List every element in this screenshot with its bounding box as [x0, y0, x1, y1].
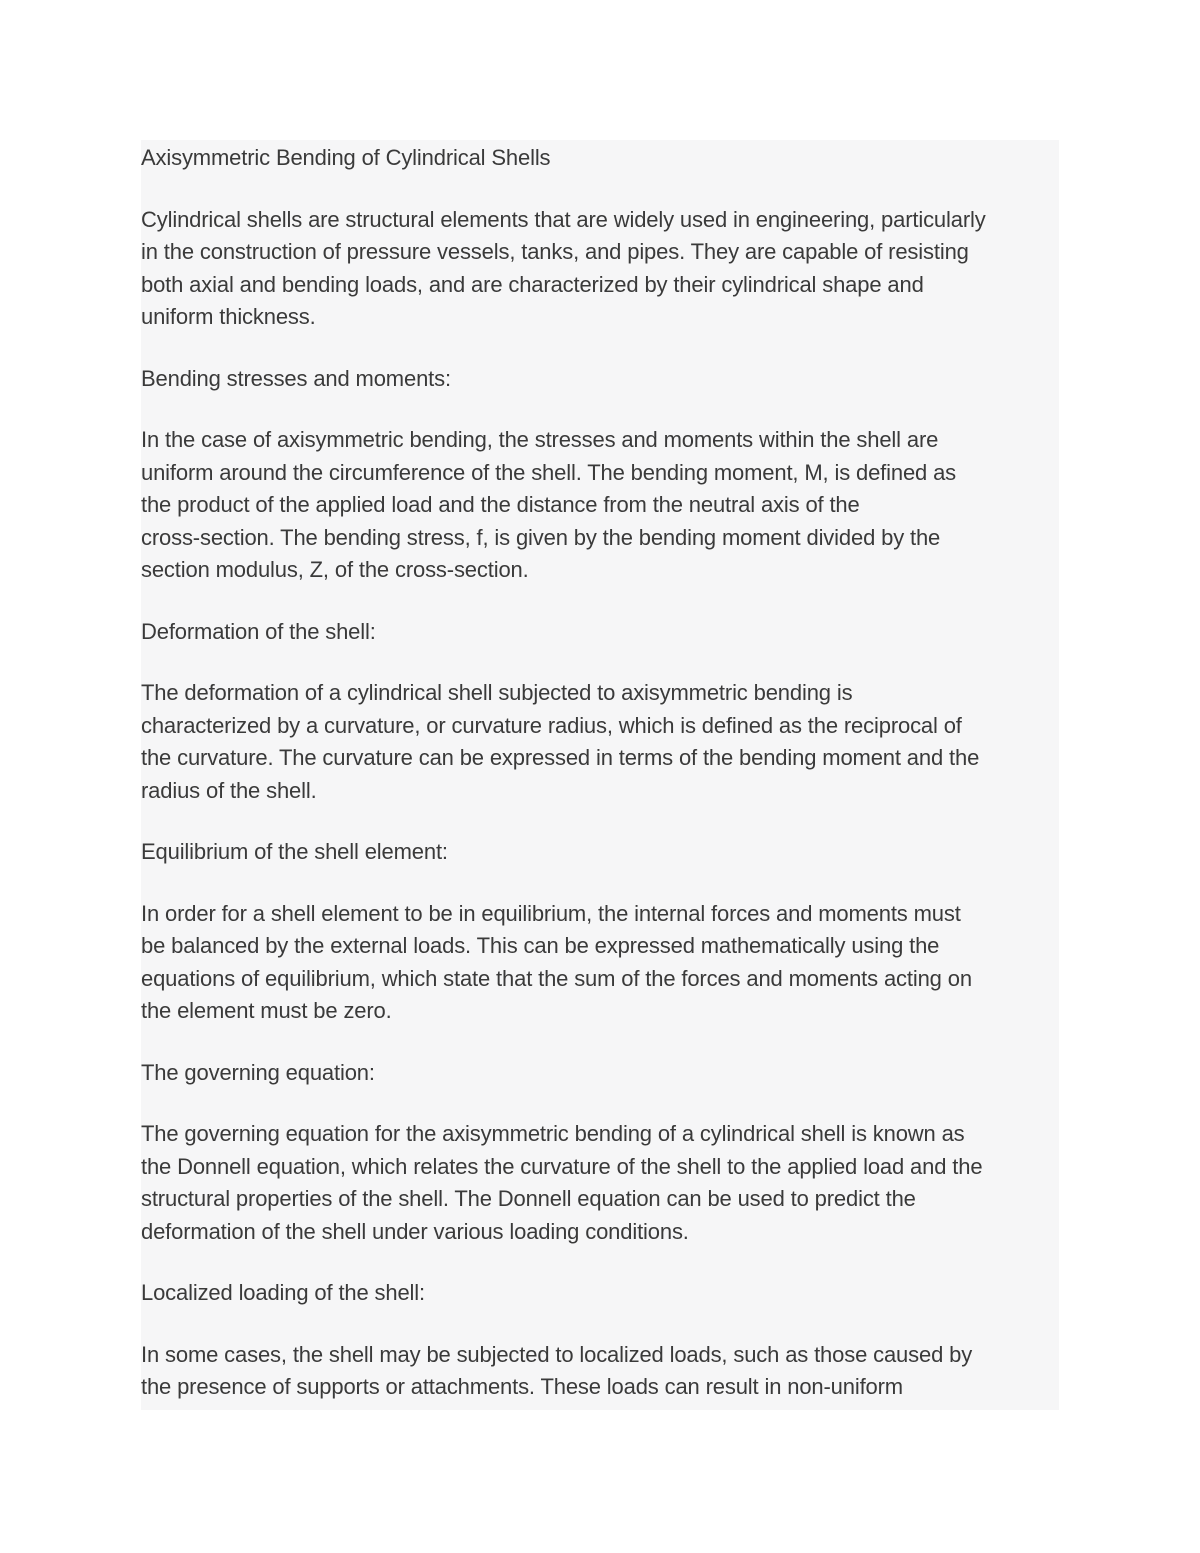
paragraph-list: [141, 204, 1059, 1404]
text-line: in the construction of pressure vessels, tanks, and pipes. They are capable of resisting: [141, 239, 969, 264]
body-paragraph: [141, 898, 1059, 1028]
text-line: section modulus, Z, of the cross-section.: [141, 557, 529, 582]
document-text: [141, 142, 1059, 1410]
text-line: both axial and bending loads, and are characterized by their cylindrical shape and: [141, 271, 924, 297]
document-title: [141, 142, 1059, 175]
text-line: In order for a shell element to be in equilibrium, the internal forces and moments must: [141, 900, 961, 926]
text-line: Equilibrium of the shell element:: [141, 839, 448, 864]
body-paragraph: [141, 1339, 1059, 1404]
text-line: The governing equation for the axisymmetric bending of a cylindrical shell is known as: [141, 1121, 965, 1146]
section-heading: [141, 836, 1059, 869]
section-heading: [141, 363, 1059, 396]
text-line: equations of equilibrium, which state that the sum of the forces and moments acting on: [141, 965, 972, 991]
text-line: the Donnell equation, which relates the curvature of the shell to the applied load and the: [141, 1153, 983, 1179]
document-page: [141, 140, 1059, 1410]
section-heading: [141, 1277, 1059, 1310]
text-line: the element must be zero.: [141, 998, 392, 1023]
text-line: the curvature. The curvature can be expressed in terms of the bending moment and the: [141, 745, 980, 770]
text-line: Localized loading of the shell:: [141, 1280, 425, 1305]
text-line: deformation of the shell under various loading conditions.: [141, 1218, 689, 1244]
text-line: In some cases, the shell may be subjected to localized loads, such as those caused by: [141, 1341, 973, 1367]
text-line: cross-section. The bending stress, f, is given by the bending moment divided by the: [141, 524, 941, 550]
text-line: structural properties of the shell. The Donnell equation can be used to predict the: [141, 1186, 916, 1211]
text-line: characterized by a curvature, or curvature radius, which is defined as the reciprocal of: [141, 712, 962, 738]
text-line: be balanced by the external loads. This can be expressed mathematically using the: [141, 933, 940, 958]
text-line: the presence of supports or attachments. These loads can result in non-uniform: [141, 1374, 903, 1399]
text-line: Cylindrical shells are structural elements that are widely used in engineering, particularly: [141, 206, 986, 232]
body-paragraph: [141, 677, 1059, 807]
section-heading: [141, 1057, 1059, 1090]
text-line: Deformation of the shell:: [141, 618, 376, 644]
text-line: In the case of axisymmetric bending, the stresses and moments within the shell are: [141, 427, 939, 452]
text-line: Bending stresses and moments:: [141, 365, 451, 391]
text-line: radius of the shell.: [141, 777, 317, 803]
text-line: uniform thickness.: [141, 304, 316, 329]
section-heading: [141, 616, 1059, 649]
title-line: Axisymmetric Bending of Cylindrical Shells: [141, 145, 551, 170]
text-line: uniform around the circumference of the shell. The bending moment, M, is defined as: [141, 459, 957, 485]
body-paragraph: [141, 1118, 1059, 1248]
text-line: the product of the applied load and the distance from the neutral axis of the: [141, 492, 860, 517]
text-line: The deformation of a cylindrical shell subjected to axisymmetric bending is: [141, 680, 853, 705]
body-paragraph: [141, 204, 1059, 334]
text-line: The governing equation:: [141, 1059, 375, 1085]
body-paragraph: [141, 424, 1059, 587]
